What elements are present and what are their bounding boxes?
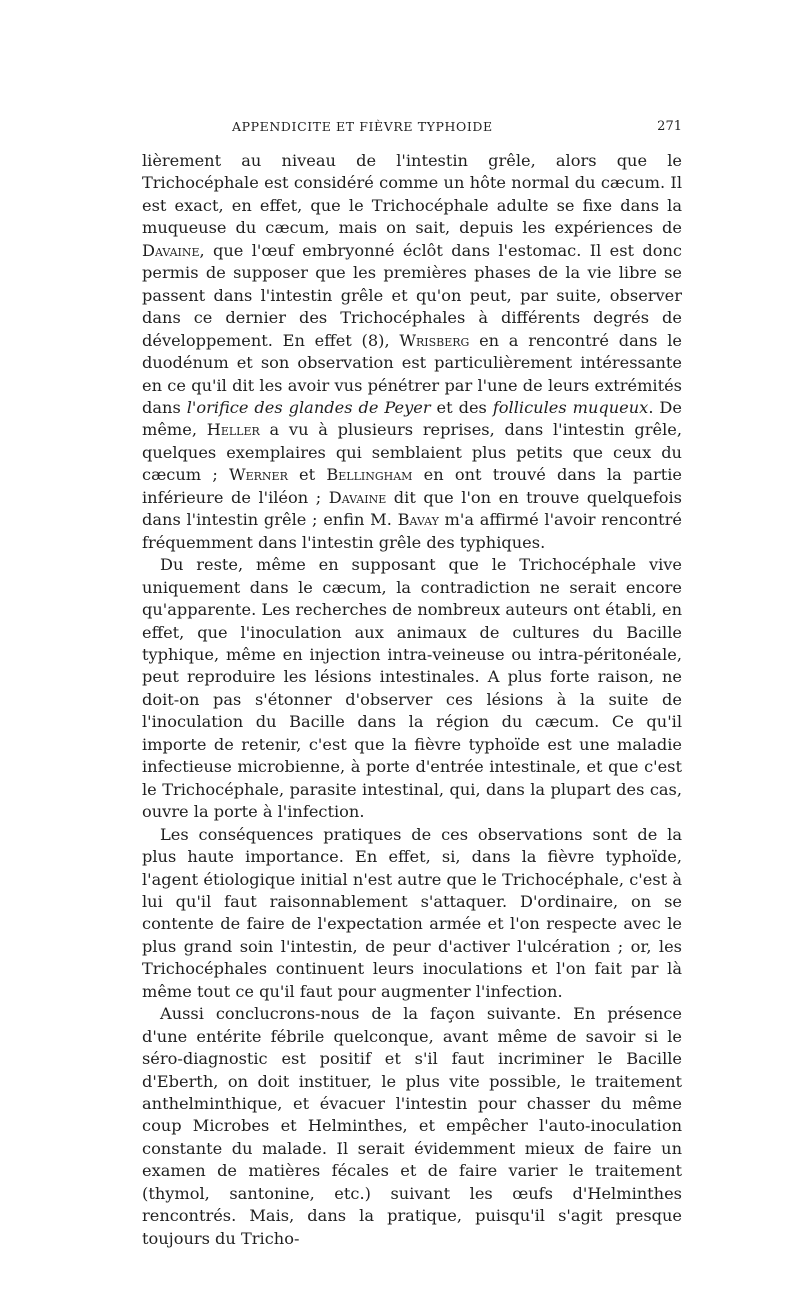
text-run: . De même, [142, 397, 682, 440]
author-name: Werner [228, 465, 288, 485]
body-text [142, 150, 682, 1250]
author-name: Bavay [397, 510, 439, 530]
text-run: , que l'œuf embryonné éclôt dans l'estomac. Il est donc permis de supposer que les premières phases de la vie libre se passent dans l'intestin grêle et qu'on peut, par suite, observer dans ce dernier des Trichocéphales à différents degrés de développement. En effet (8), [142, 240, 682, 350]
author-name: Davaine [142, 240, 200, 260]
text-run: dit que l'on en trouve quelquefois dans l'intestin grêle ; enfin M. [142, 487, 682, 530]
paragraph [142, 1003, 682, 1250]
text-run: Du reste, même en supposant que le Trichocéphale vive uniquement dans le cæcum, la contradiction ne serait encore qu'apparente. Les recherches de nombreux auteurs ont établi, en effet, que l'inoculation aux animaux de cultures du Bacille typhique, même en injection intra-veineuse ou intra-péritonéale, peut reproduire les lésions intestinales. A plus forte raison, ne doit-on pas s'étonner d'observer ces lésions à la suite de l'inoculation du Bacille dans la région du cæcum. Ce qu'il importe de retenir, c'est que la fièvre typhoïde est une maladie infectieuse microbienne, à porte d'entrée intestinale, et que c'est le Trichocéphale, parasite intestinal, qui, dans la plupart des cas, ouvre la porte à l'infection. [142, 555, 682, 822]
text-run: lièrement au niveau de l'intestin grêle, alors que le Trichocéphale est considéré comme un hôte normal du cæcum. Il est exact, en effet, que le Trichocéphale adulte se fixe dans la muqueuse du cæcum, mais on sait, depuis les expériences de [142, 151, 682, 238]
page-number: 271 [657, 119, 682, 134]
running-head [142, 119, 682, 139]
text-run: et [287, 465, 327, 485]
author-name: Wrisberg [399, 330, 470, 350]
text-run: a vu à plusieurs reprises, dans l'intestin grêle, quelques exemplaires qui semblaient plus petits que ceux du cæcum ; [142, 420, 682, 485]
text-run: m'a affirmé l'avoir rencontré fréquemment dans l'intestin grêle des typhiques. [142, 510, 682, 552]
running-title: APPENDICITE ET FIÈVRE TYPHOIDE [232, 119, 493, 134]
author-name: Bellingham [326, 465, 413, 485]
text-run: Les conséquences pratiques de ces observations sont de la plus haute importance. En effet, si, dans la fièvre typhoïde, l'agent étiologique initial n'est autre que le Trichocéphale, c'est à lui qu'il faut raisonnablement s'attaquer. D'ordinaire, on se contente de faire de l'expectation armée et l'on respecte avec le plus grand soin l'intestin, de peur d'activer l'ulcération ; or, les Trichocéphales continuent leurs inoculations et l'on fait par là même tout ce qu'il faut pour augmenter l'infection. [142, 824, 682, 1001]
text-run: en a rencontré dans le duodénum et son observation est particulièrement intéressante en ce qu'il dit les avoir vus pénétrer par l'une de leurs extrémités dans [142, 330, 682, 417]
text-run: Aussi conclucrons-nous de la façon suivante. En présence d'une entérite fébrile quelconque, avant même de savoir si le séro-diagnostic est positif et s'il faut incriminer le Bacille d'Eberth, on doit instituer, le plus vite possible, le traitement anthelminthique, et évacuer l'intestin pour chasser du même coup Microbes et Helminthes, et empêcher l'auto-inoculation constante du malade. Il serait évidemment mieux de faire un examen de matières fécales et de faire varier le traitement (thymol, santonine, etc.) suivant les œufs d'Helminthes rencontrés. Mais, dans la pratique, puisqu'il s'agit presque toujours du Tricho- [142, 1004, 682, 1248]
paragraph [142, 150, 682, 554]
paragraph [142, 824, 682, 1004]
italic-text: l'orifice des glandes de Peyer [186, 397, 431, 417]
text-run: et des [430, 397, 493, 417]
author-name: Davaine [328, 487, 387, 507]
text-run: en ont trouvé dans la partie inférieure de l'iléon ; [142, 465, 682, 507]
paragraph [142, 554, 682, 823]
italic-text: follicules muqueux [492, 397, 649, 417]
author-name: Heller [206, 420, 260, 440]
